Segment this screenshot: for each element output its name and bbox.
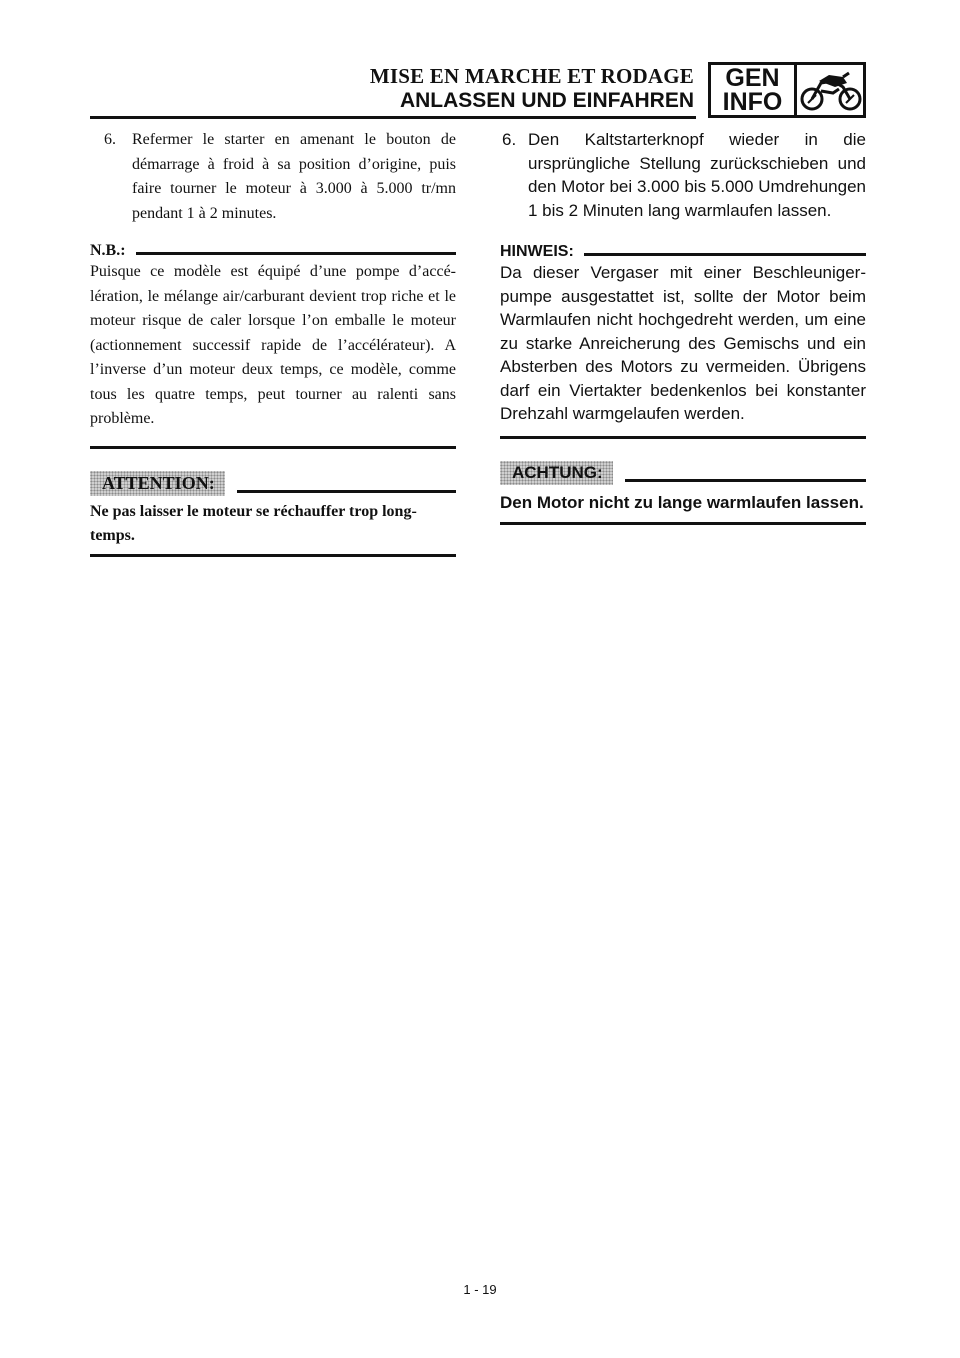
step-number: 6. bbox=[502, 130, 517, 149]
warning-label: ACHTUNG: bbox=[500, 461, 613, 485]
note-body-fr: Puisque ce modèle est équipé d’une pompe d’accélération, le mélange air/carburant devient trop riche et le moteur risque de caler lorsque l’on emballe le moteur (actionnement successif rapide de l’accélérateur). A l’inverse d’un moteur deux temps, ce modèle, comme tous les quatre temps, peut tourner au ralenti sans problème. bbox=[90, 263, 456, 427]
warning-end-rule bbox=[90, 554, 456, 557]
section-badge bbox=[708, 62, 866, 118]
motorcycle-icon bbox=[799, 69, 863, 113]
note-end-rule bbox=[500, 436, 866, 439]
note-body-de: Da dieser Vergaser mit einer Beschleunigerpumpe ausgestattet ist, sollte der Motor beim Warmlaufen nicht hochgedreht werden, um eine zu starke Anreicherung des Gemischs und ein Absterben des Motors zu vermeiden. Übrigens darf ein Viertakter bedenkenlos bei konstanter Drehzahl warmgelaufen werden. bbox=[500, 263, 866, 423]
note-header-fr bbox=[90, 242, 456, 260]
header-title-de: ANLASSEN UND EINFAHREN bbox=[399, 89, 694, 112]
warning-header-de bbox=[500, 461, 866, 485]
page-number: 1 - 19 bbox=[463, 1282, 497, 1297]
warning-rule bbox=[625, 479, 866, 482]
warning-rule bbox=[237, 490, 456, 493]
warning-header-fr bbox=[90, 471, 456, 496]
step-6-fr bbox=[90, 128, 456, 226]
step-text: Den Kaltstarterknopf wieder in die ursprüngliche Stellung zurückschieben und den Motor bei 3.000 bis 5.000 Umdrehungen 1 bis 2 Minuten lang warmlaufen lassen. bbox=[528, 130, 866, 220]
note-end-rule bbox=[90, 446, 456, 449]
step-text: Refermer le starter en amenant le bouton de démarrage à froid à sa position d’origine, puis faire tourner le moteur à 3.000 à 5.000 tr/mn pendant 1 à 2 minutes. bbox=[132, 131, 456, 222]
note-label: N.B.: bbox=[90, 242, 126, 259]
warning-body-de: Den Motor nicht zu lange warmlaufen lassen. bbox=[500, 492, 864, 512]
badge-divider bbox=[794, 65, 797, 115]
warning-label: ATTENTION: bbox=[90, 471, 225, 496]
note-header-de bbox=[500, 243, 866, 261]
warning-body-fr: Ne pas laisser le moteur se réchauffer trop longtemps. bbox=[90, 502, 417, 544]
french-column bbox=[90, 128, 456, 557]
badge-gen-label: GEN bbox=[725, 64, 780, 92]
note-rule bbox=[136, 252, 456, 255]
header-rule bbox=[90, 116, 696, 119]
header-title-fr: MISE EN MARCHE ET RODAGE bbox=[369, 64, 694, 88]
note-rule bbox=[584, 253, 866, 256]
step-number: 6. bbox=[104, 131, 116, 148]
badge-info-label: INFO bbox=[722, 88, 783, 116]
step-6-de bbox=[500, 128, 866, 222]
german-column bbox=[500, 128, 866, 525]
warning-end-rule bbox=[500, 522, 866, 525]
note-label: HINWEIS: bbox=[500, 243, 574, 260]
